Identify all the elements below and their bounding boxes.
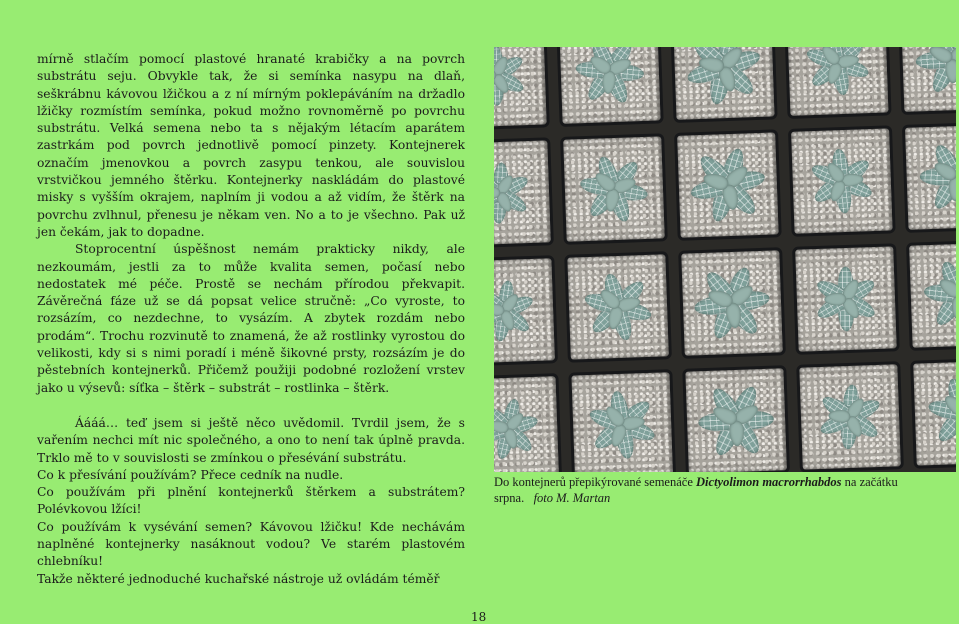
seedling-pot [560, 133, 668, 245]
seedling-pot [796, 361, 904, 472]
pot-grid [494, 47, 956, 472]
seedling-pot [910, 357, 956, 469]
seedling-pot [784, 47, 892, 119]
seedling-pot [788, 125, 896, 237]
seedling-pot [682, 365, 790, 472]
seedling-pot [670, 47, 778, 123]
paragraph: mírně stlačím pomocí plastové hranaté krabičky a na povrch substrátu seju. Obvykle tak, že si semínka nasypu na dlaň, seškrábnu kávovou lžičkou a z ní mírným poklepáváním na držadlo lžičky rozmístím semínka, pokud možno rovnoměrně po povrchu substrátu. Velká semena nebo ta s nějakým létacím aparátem zastrkám pod povrch jednotlivě pomocí pinzety. Kontejnerek označím jmenovkou a povrch zasypu tenkou, ale souvislou vrstvičkou jemného štěrku. Kontejnerky naskládám do plastové misky s vyšším okrajem, naplním ji vodou a až vidím, že štěrk na povrchu zvlhnul, přenesu je někam ven. No a to je všechno. Pak už jen čekám, jak to dopadne. [37, 52, 465, 239]
seedling-pot [564, 251, 672, 363]
caption-species: Dictyolimon macrorrhabdos [696, 475, 842, 489]
paragraph: Takže některé jednoduché kuchařské nástroje už ovládám téměř [37, 571, 440, 586]
caption-tail: na začátku srpna. [494, 475, 898, 505]
seedling-photo [494, 47, 956, 472]
caption-credit: foto M. Martan [533, 490, 611, 505]
seedling-pot [792, 243, 900, 355]
seedling-pot [902, 121, 956, 233]
paragraph: Co k přesívání používám? Přece cedník na nudle. [37, 467, 344, 482]
paragraph: Áááá… teď jsem si ještě něco uvědomil. Tvrdil jsem, že s vařením nechci mít nic společného, a ono to není tak úplně pravda. Trklo mě to v souvislosti se zmínkou o přesévání substrátu. [37, 416, 465, 465]
page-number: 18 [471, 610, 487, 624]
text-column-left [37, 51, 465, 397]
caption-lead: Do kontejnerů přepikýrované semenáče [494, 475, 697, 489]
paragraph: Co používám při plnění kontejnerků štěrkem a substrátem? Polévkovou lžíci! [37, 485, 465, 517]
seedling-pot [674, 129, 782, 241]
seedling-pot [494, 137, 554, 249]
paragraph: Stoprocentní úspěšnost nemám prakticky nikdy, ale nezkoumám, jestli za to může kvalita semen, počasí nebo nedostatek mé péče. Prostě se nechám přírodou překvapit. Závěrečná fáze už se dá popsat velice stručně: „Co vyroste, to rozsázím, co nezdechne, to vysázím. A zbytek rozdám nebo prodám“. Trochu rozvinutě to znamená, že až rostlinky vyrostou do velikosti, kdy si s nimi poradí i méně šikovné prsty, rozsázím je do pěstebních kontejnerků. Přičemž použiji podobné rozložení vrstev jako u výsevů: síťka – štěrk – substrát – rostlinka – štěrk. [37, 242, 465, 395]
text-column-left-lower [37, 415, 465, 588]
seedling-pot [898, 47, 956, 115]
seedling-pot [494, 373, 562, 472]
seedling-pot [568, 369, 676, 472]
paragraph: Co používám k vysévání semen? Kávovou lžičku! Kde nechávám naplněné kontejnerky nasáknout vodou? Ve starém plastovém chlebníku! [37, 519, 465, 569]
seedling-pot [494, 47, 550, 131]
seedling-pot [556, 47, 664, 127]
seedling-pot [678, 247, 786, 359]
seedling-pot [494, 255, 558, 367]
photo-caption [494, 475, 914, 506]
seedling-pot [906, 239, 956, 351]
